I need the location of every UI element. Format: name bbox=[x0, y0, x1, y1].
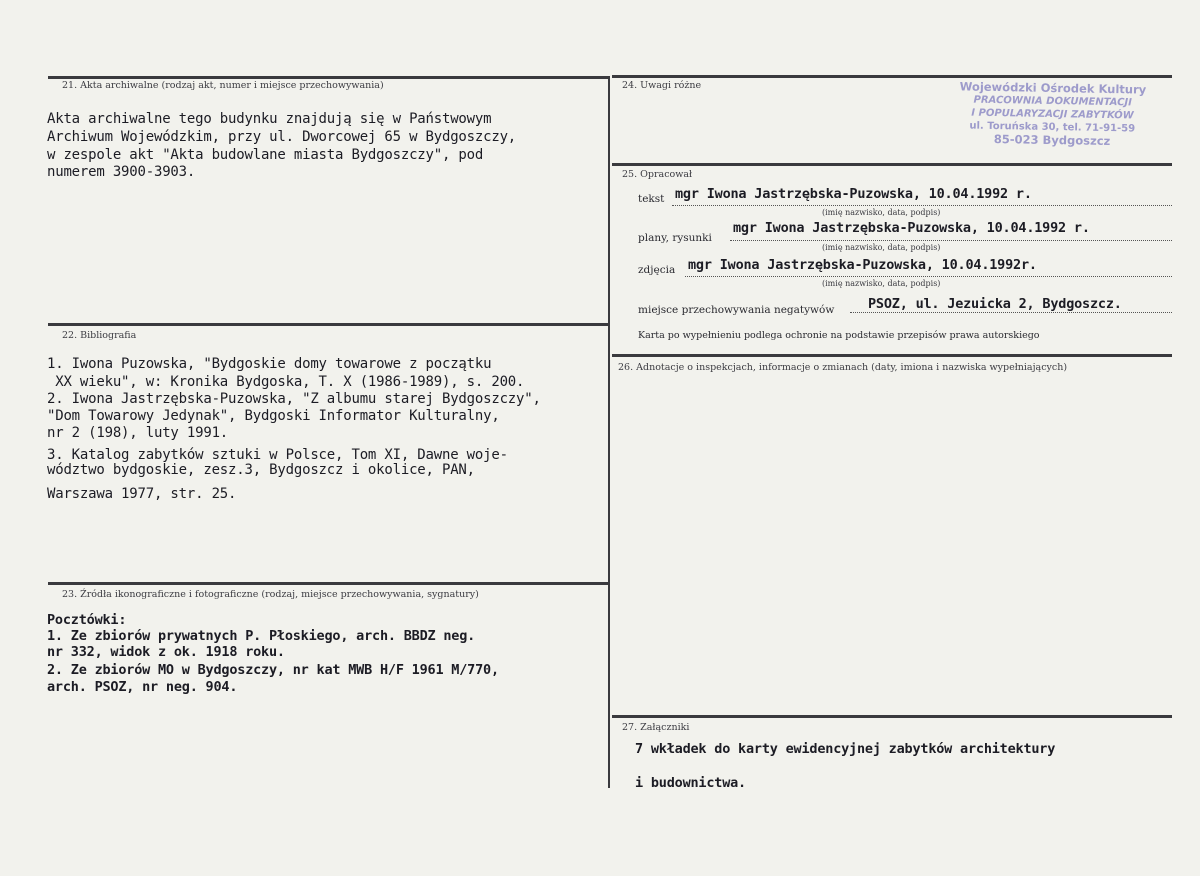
section-21-line-3: w zespole akt "Akta budowlane miasta Bydgoszczy", pod bbox=[47, 147, 484, 163]
section-25-label: 25. Opracował bbox=[622, 169, 693, 180]
section-22-line-1: 1. Iwona Puzowska, "Bydgoskie domy towarowe z początku bbox=[47, 356, 492, 372]
section-22-line-8: Warszawa 1977, str. 25. bbox=[47, 486, 237, 502]
section-27-line-2: i budownictwa. bbox=[635, 775, 746, 791]
plany-value: mgr Iwona Jastrzębska-Puzowska, 10.04.1992 r. bbox=[733, 220, 1090, 236]
divider-27 bbox=[612, 715, 1172, 718]
zdjecia-rule bbox=[685, 276, 1172, 278]
section-22-line-4: "Dom Towarowy Jedynak", Bydgoski Informator Kulturalny, bbox=[47, 408, 500, 424]
section-21-label: 21. Akta archiwalne (rodzaj akt, numer i miejsce przechowywania) bbox=[62, 80, 384, 91]
stamp-line-2: PRACOWNIA DOKUMENTACJI bbox=[973, 94, 1132, 109]
tekst-rule bbox=[672, 205, 1172, 207]
divider-22 bbox=[48, 323, 610, 326]
zdjecia-value: mgr Iwona Jastrzębska-Puzowska, 10.04.1992r. bbox=[688, 257, 1037, 273]
section-27-line-1: 7 wkładek do karty ewidencyjnej zabytków architektury bbox=[635, 741, 1056, 757]
negatywy-label: miejsce przechowywania negatywów bbox=[638, 304, 835, 316]
section-23-line-2: 1. Ze zbiorów prywatnych P. Płoskiego, arch. BBDZ neg. bbox=[47, 628, 476, 644]
section-22-line-6: 3. Katalog zabytków sztuki w Polsce, Tom XI, Dawne woje- bbox=[47, 447, 508, 463]
section-23-line-3: nr 332, widok z ok. 1918 roku. bbox=[47, 644, 285, 660]
stamp-line-1: Wojewódzki Ośrodek Kultury bbox=[959, 79, 1147, 97]
section-21-line-2: Archiwum Wojewódzkim, przy ul. Dworcowej 65 w Bydgoszczy, bbox=[47, 129, 517, 145]
stamp-line-4: ul. Toruńska 30, tel. 71-91-59 bbox=[969, 120, 1136, 135]
section-23-line-5: arch. PSOZ, nr neg. 904. bbox=[47, 679, 238, 695]
zdjecia-caption: (imię nazwisko, data, podpis) bbox=[822, 279, 941, 288]
negatywy-rule bbox=[850, 312, 1172, 314]
negatywy-value: PSOZ, ul. Jezuicka 2, Bydgoszcz. bbox=[868, 296, 1122, 312]
section-22-line-3: 2. Iwona Jastrzębska-Puzowska, "Z albumu starej Bydgoszczy", bbox=[47, 391, 541, 407]
section-21-line-4: numerem 3900-3903. bbox=[47, 164, 196, 180]
section-22-line-7: wództwo bydgoskie, zesz.3, Bydgoszcz i okolice, PAN, bbox=[47, 462, 475, 478]
section-26-label: 26. Adnotacje o inspekcjach, informacje o zmianach (daty, imiona i nazwiska wypełniających) bbox=[618, 362, 1068, 373]
divider-vertical bbox=[608, 76, 610, 788]
section-22-line-2: XX wieku", w: Kronika Bydgoska, T. X (1986-1989), s. 200. bbox=[47, 374, 525, 390]
plany-rule bbox=[730, 240, 1172, 242]
section-22-line-5: nr 2 (198), luty 1991. bbox=[47, 425, 229, 441]
section-23-line-1: Pocztówki: bbox=[47, 612, 127, 628]
copyright-note: Karta po wypełnieniu podlega ochronie na podstawie przepisów prawa autorskiego bbox=[638, 330, 1040, 341]
zdjecia-label: zdjęcia bbox=[638, 264, 676, 276]
divider-26 bbox=[612, 354, 1172, 357]
plany-caption: (imię nazwisko, data, podpis) bbox=[822, 243, 941, 252]
section-22-label: 22. Bibliografia bbox=[62, 330, 137, 341]
divider-top-right bbox=[612, 75, 1172, 78]
stamp-line-5: 85-023 Bydgoszcz bbox=[993, 131, 1111, 149]
section-24-label: 24. Uwagi różne bbox=[622, 80, 702, 91]
plany-label: plany, rysunki bbox=[638, 232, 712, 244]
section-27-label: 27. Załączniki bbox=[622, 722, 690, 733]
stamp-line-3: I POPULARYZACJI ZABYTKÓW bbox=[971, 107, 1134, 122]
institution-stamp bbox=[949, 80, 1155, 149]
divider-25 bbox=[612, 163, 1172, 166]
divider-top-left bbox=[48, 76, 610, 79]
divider-23 bbox=[48, 582, 610, 585]
tekst-label: tekst bbox=[638, 193, 665, 205]
section-21-line-1: Akta archiwalne tego budynku znajdują się w Państwowym bbox=[47, 111, 492, 127]
section-23-line-4: 2. Ze zbiorów MO w Bydgoszczy, nr kat MWB H/F 1961 M/770, bbox=[47, 662, 499, 678]
tekst-caption: (imię nazwisko, data, podpis) bbox=[822, 208, 941, 217]
tekst-value: mgr Iwona Jastrzębska-Puzowska, 10.04.1992 r. bbox=[675, 186, 1032, 202]
section-23-label: 23. Źródła ikonograficzne i fotograficzne (rodzaj, miejsce przechowywania, sygnatury) bbox=[62, 589, 479, 600]
